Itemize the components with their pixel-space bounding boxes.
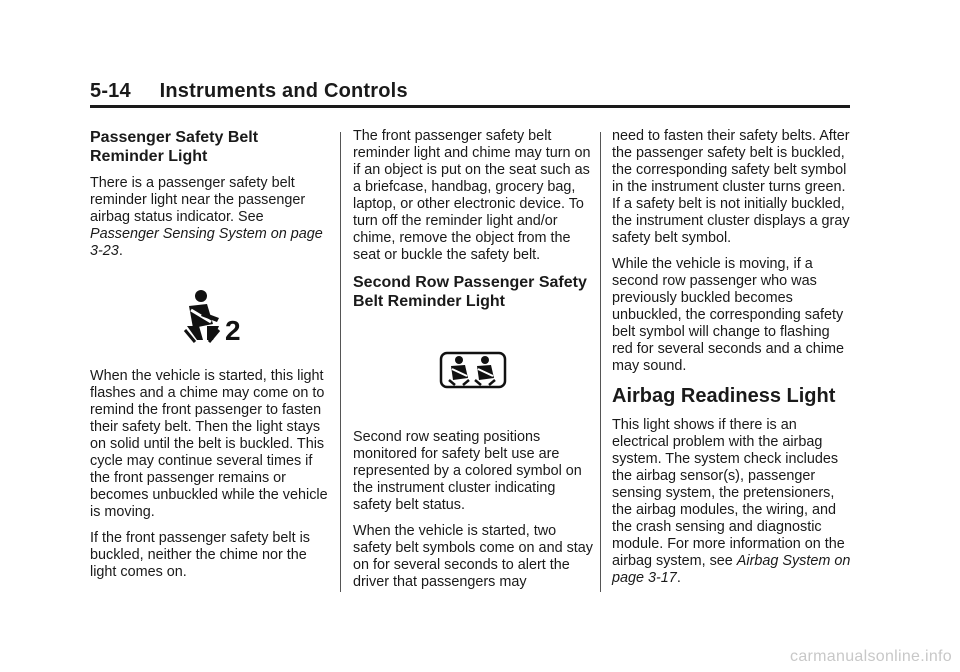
page-header [90, 80, 850, 108]
paragraph: When the vehicle is started, two safety belt symbols come on and stay on for several seconds to alert the driver that passengers may [353, 523, 593, 590]
column-divider [600, 132, 601, 592]
passenger-belt-reminder-symbol [90, 288, 332, 344]
second-row-belt-reminder-symbol [353, 351, 593, 389]
column-2 [353, 128, 593, 600]
column-1 [90, 128, 332, 590]
paragraph: This light shows if there is an electrical problem with the airbag system. The system check includes the airbag sensor(s), passenger sensing system, the pretensioners, the airbag modules, the wiring, and the crash sensing and diagnostic module. For more information on the airbag system, see Airbag System on page 3-17. [612, 417, 851, 586]
paragraph: There is a passenger safety belt reminder light near the passenger airbag status indicator. See Passenger Sensing System on page 3-23. [90, 175, 323, 259]
paragraph: If the front passenger safety belt is buckled, neither the chime nor the light comes on. [90, 530, 310, 580]
paragraph: While the vehicle is moving, if a second row passenger who was previously buckled becomes unbuckled, the corresponding safety belt symbol will change to flashing red for several seconds and a chime may sound. [612, 256, 844, 374]
section-heading-airbag-readiness: Airbag Readiness Light [612, 385, 836, 407]
cross-reference-link[interactable]: Passenger Sensing System on page 3-23 [90, 226, 323, 259]
page-title: 5-14 Instruments and Controls [90, 80, 408, 102]
paragraph: Second row seating positions monitored for safety belt use are represented by a colored symbol on the instrument cluster indicating safety belt status. [353, 429, 582, 513]
column-divider [340, 132, 341, 592]
watermark: carmanualsonline.info [790, 648, 952, 665]
seat-number-label: 2 [225, 315, 241, 344]
section-heading-second-row-belt: Second Row Passenger Safety Belt Reminder Light [353, 274, 587, 310]
column-3 [612, 128, 852, 596]
cross-reference-link[interactable]: Airbag System on page 3-17 [612, 553, 851, 586]
section-heading-passenger-belt: Passenger Safety Belt Reminder Light [90, 129, 259, 165]
paragraph: When the vehicle is started, this light flashes and a chime may come on to remind the front passenger to fasten their safety belt. Then the light stays on solid until the belt is buckled. This cycle may continue several times if the front passenger remains or becomes unbuckled while the vehicle is moving. [90, 368, 328, 520]
paragraph: The front passenger safety belt reminder light and chime may turn on if an object is put on the seat such as a briefcase, handbag, grocery bag, laptop, or other electronic device. To turn off the reminder light and/or chime, remove the object from the seat or buckle the safety belt. [353, 128, 591, 263]
paragraph: need to fasten their safety belts. After the passenger safety belt is buckled, the corresponding safety belt symbol in the instrument cluster turns green. If a safety belt is not initially buckled, the instrument cluster displays a gray safety belt symbol. [612, 128, 850, 246]
second-row-seatbelt-icon [439, 351, 507, 389]
seatbelt-person-icon [179, 288, 243, 344]
